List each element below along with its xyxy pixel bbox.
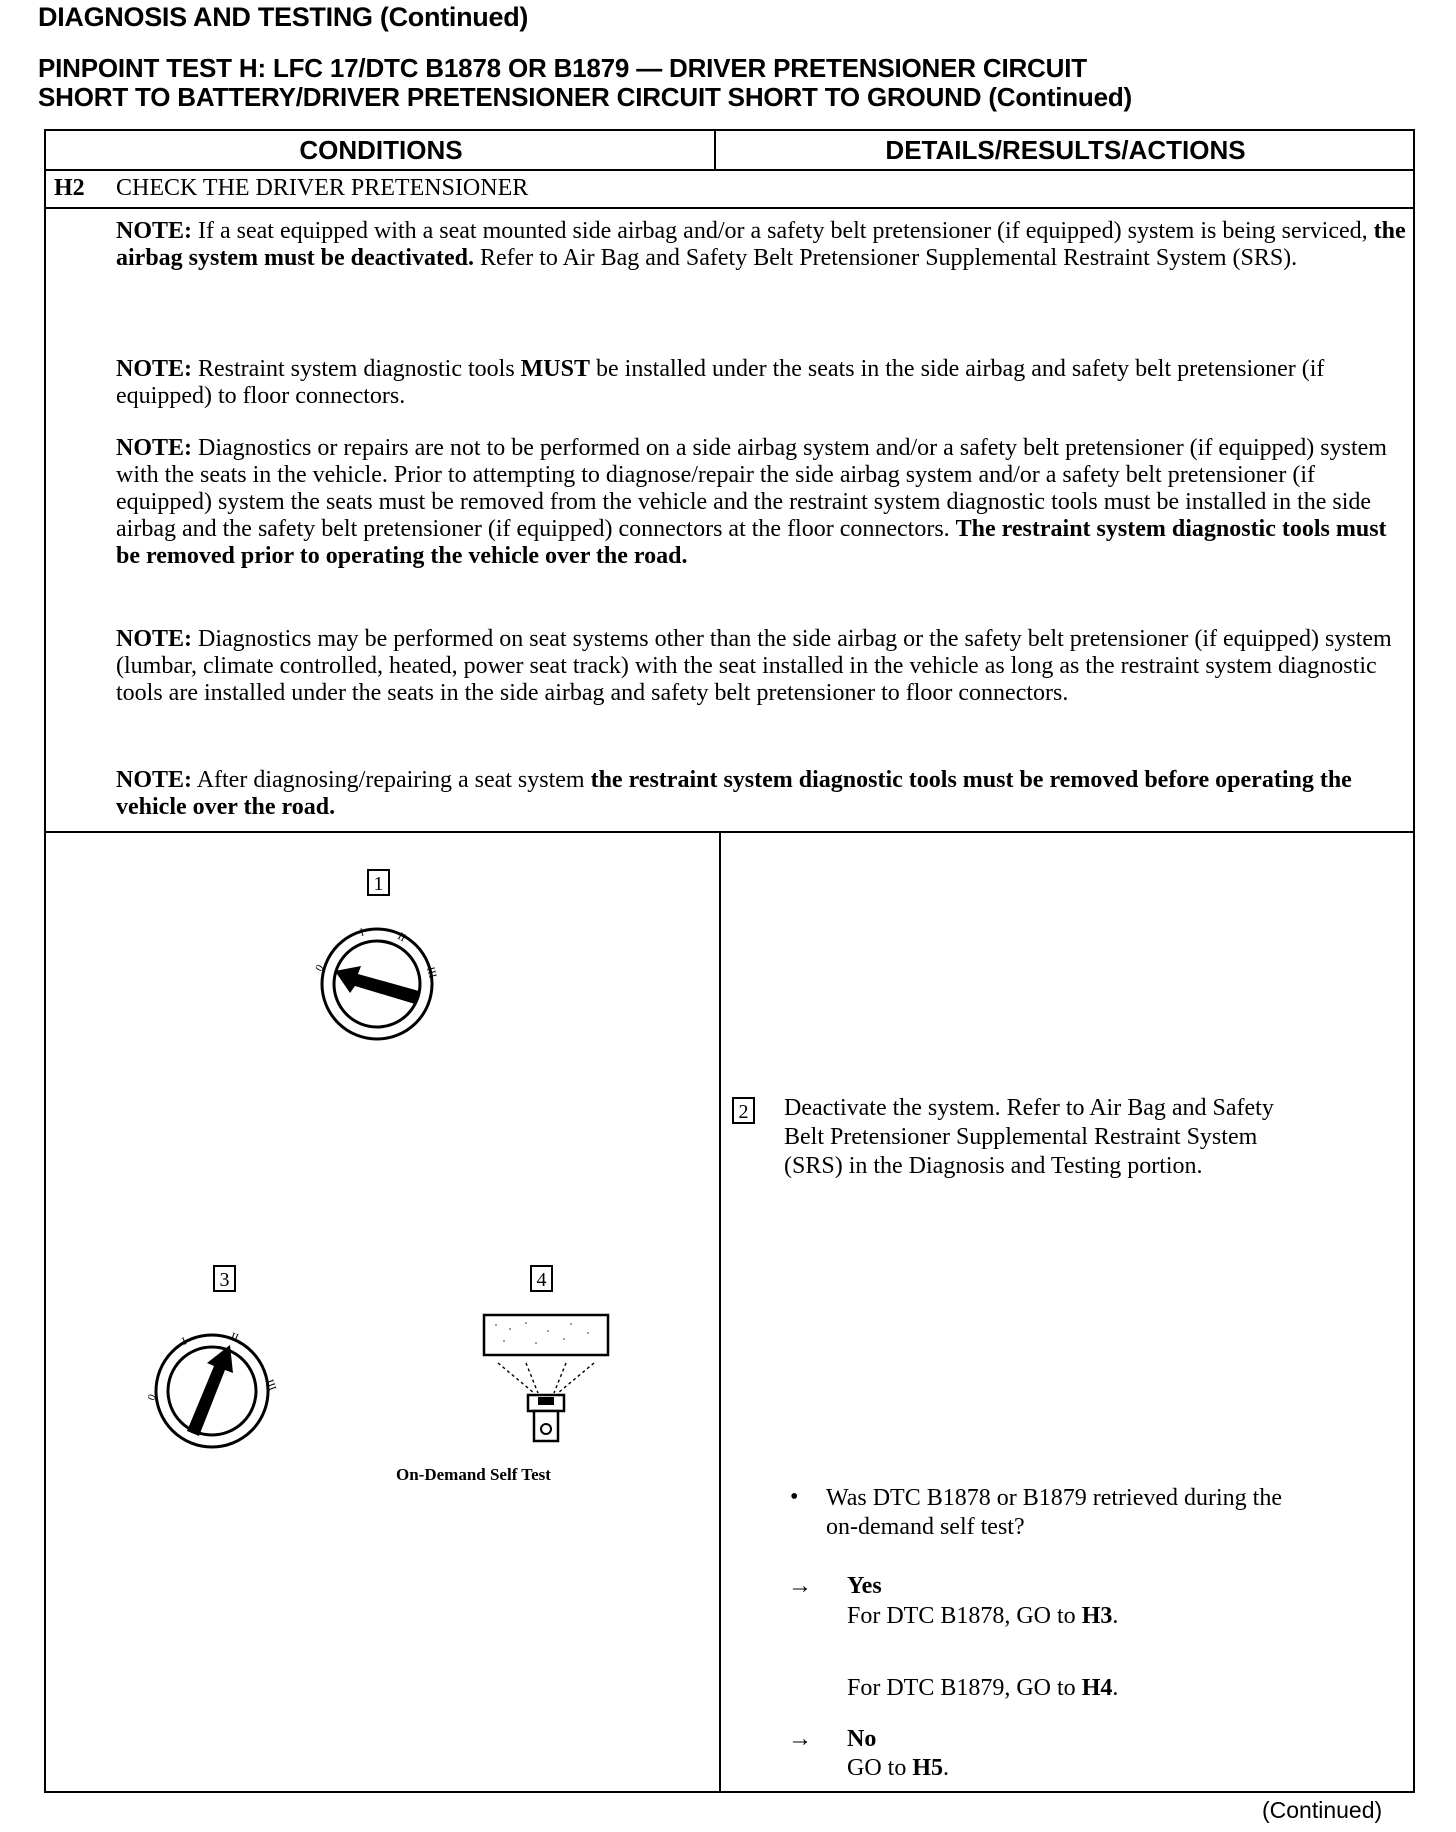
note-text: Refer to Air Bag and Safety Belt Pretensioner Supplemental Restraint System (SRS). [473, 245, 1298, 271]
result-text: GO to [847, 1755, 913, 1781]
figure-caption: On-Demand Self Test [396, 1465, 551, 1484]
callout-3: 3 [213, 1265, 236, 1292]
note-text: If a seat equipped with a seat mounted side airbag and/or a safety belt pretensioner (if equipped) system is being serviced, [192, 218, 1374, 244]
header-divider [714, 131, 716, 169]
note-label: NOTE: [116, 626, 193, 652]
question-line: Was DTC B1878 or B1879 retrieved during the [826, 1485, 1282, 1511]
ignition-mark-3: III [263, 1377, 279, 1393]
ignition-mark-0: 0 [313, 962, 327, 974]
go-to-step-h5: H5 [912, 1755, 944, 1781]
ignition-mark-1: I [180, 1335, 189, 1348]
header-rule [46, 169, 1413, 171]
go-to-step-h4: H4 [1081, 1675, 1113, 1701]
yes-label: Yes [847, 1573, 882, 1599]
column-header-conditions: CONDITIONS [299, 135, 463, 165]
note-text: Restraint system diagnostic tools [192, 356, 521, 382]
instruction-line: Deactivate the system. Refer to Air Bag and Safety [784, 1095, 1274, 1121]
note-bold-text: the restraint system diagnostic tools must be removed before operating the vehicle over the road. [116, 767, 1352, 820]
note-label: NOTE: [116, 356, 193, 382]
note-label: NOTE: [116, 218, 193, 244]
result-text: For DTC B1878, GO to [847, 1603, 1082, 1629]
note-text: Diagnostics may be performed on seat systems other than the side airbag or the safety belt pretensioner (if equipped) system (lumbar, climate controlled, heated, power seat track) with the seat installed in the vehicle as long as the restraint system diagnostic tools are installed under the seats in the side airbag and safety belt pretensioner to floor connectors. [116, 626, 1392, 706]
scan-tool-icon [476, 1309, 616, 1459]
yes-arrow: → [788, 1573, 812, 1599]
callout-2: 2 [732, 1097, 755, 1124]
pinpoint-test-title [38, 54, 1418, 112]
note-label: NOTE: [116, 435, 193, 461]
note-text: be installed under the seats in the side airbag and safety belt pretensioner (if equipped) to floor connectors. [116, 356, 1325, 409]
pinpoint-test-table [44, 129, 1415, 1793]
instruction-line: Belt Pretensioner Supplemental Restraint System [784, 1124, 1258, 1150]
note-5 [116, 767, 1406, 821]
note-text: Diagnostics or repairs are not to be performed on a side airbag system and/or a safety belt pretensioner (if equipped) system with the seats in the vehicle. Prior to attempting to diagnose/repair the side airbag system and/or a safety belt pretensioner (if equipped) system the seats must be removed from the vehicle and the restraint system diagnostic tools must be installed in the side airbag and the safety belt pretensioner (if equipped) connectors at the floor connectors. [116, 435, 1387, 542]
ignition-mark-3: III [424, 965, 439, 980]
deactivate-instruction [784, 1094, 1274, 1181]
body-divider [719, 831, 721, 1791]
note-1 [116, 218, 1406, 272]
result-text: For DTC B1879, GO to [847, 1675, 1082, 1701]
note-2 [116, 356, 1406, 410]
note-text: After diagnosing/repairing a seat system [192, 767, 591, 793]
notes-rule [46, 831, 1413, 833]
ignition-mark-0: 0 [145, 1392, 159, 1403]
note-bold-text: The restraint system diagnostic tools must be removed prior to operating the vehicle over the road. [116, 516, 1387, 569]
note-label: NOTE: [116, 767, 193, 793]
note-3 [116, 435, 1406, 570]
yes-result-1: For DTC B1878, GO to H3. [847, 1603, 1119, 1629]
callout-4: 4 [530, 1265, 553, 1292]
note-bold-text: MUST [520, 356, 590, 382]
question-line: on-demand self test? [826, 1514, 1025, 1540]
step-rule [46, 207, 1413, 209]
ignition-mark-2: II [228, 1330, 240, 1345]
instruction-line: (SRS) in the Diagnosis and Testing portion. [784, 1153, 1203, 1179]
callout-1: 1 [367, 869, 390, 896]
test-title-line-1: PINPOINT TEST H: LFC 17/DTC B1878 OR B1879 — DRIVER PRETENSIONER CIRCUIT [38, 53, 1087, 83]
no-result: GO to H5. [847, 1755, 950, 1781]
column-header-details: DETAILS/RESULTS/ACTIONS [885, 135, 1246, 165]
step-title: CHECK THE DRIVER PRETENSIONER [116, 175, 529, 201]
ignition-mark-1: I [358, 926, 366, 939]
note-4 [116, 626, 1406, 707]
continued-footer: (Continued) [1262, 1797, 1383, 1823]
note-bold-text: the airbag system must be deactivated. [116, 218, 1406, 271]
bullet: • [790, 1484, 799, 1510]
yes-result-2: For DTC B1879, GO to H4. [847, 1675, 1119, 1701]
go-to-step-h3: H3 [1081, 1603, 1113, 1629]
section-heading: DIAGNOSIS AND TESTING (Continued) [38, 2, 529, 32]
ignition-off-icon [311, 918, 447, 1054]
test-question [826, 1484, 1282, 1542]
ignition-mark-2: II [395, 930, 408, 945]
no-arrow: → [788, 1726, 812, 1752]
no-label: No [847, 1726, 877, 1752]
test-title-line-2: SHORT TO BATTERY/DRIVER PRETENSIONER CIRCUIT SHORT TO GROUND (Continued) [38, 82, 1132, 112]
step-id: H2 [54, 175, 85, 201]
ignition-run-icon [142, 1321, 282, 1461]
